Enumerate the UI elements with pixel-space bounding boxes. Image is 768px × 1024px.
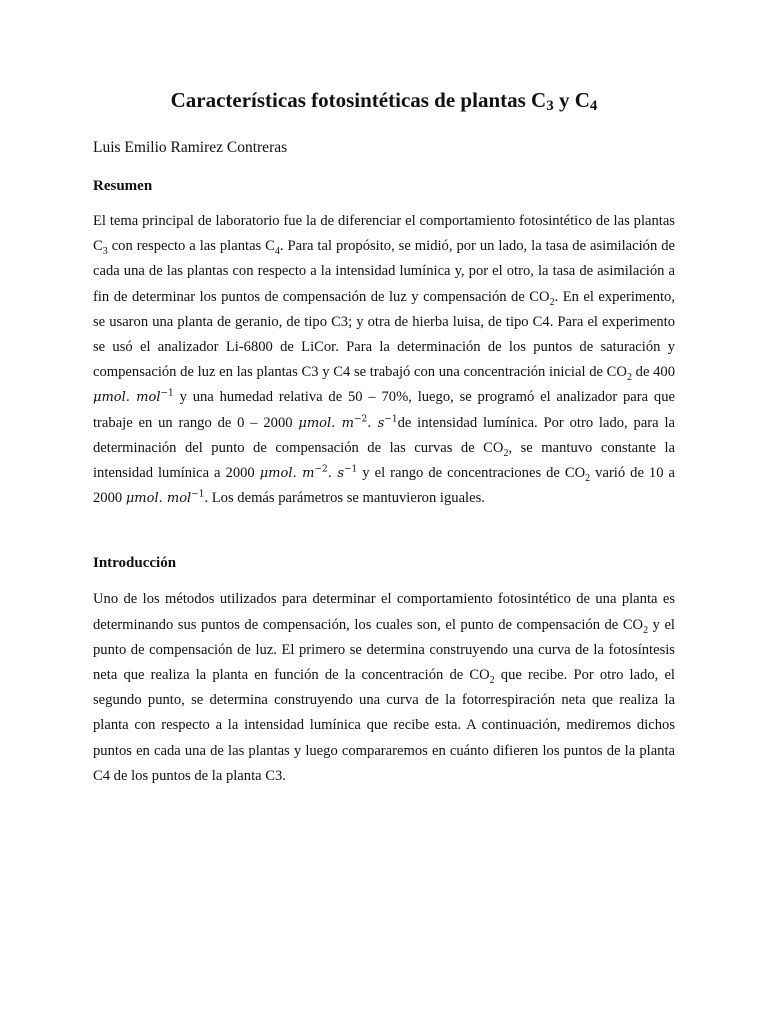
- author-name: Luis Emilio Ramirez Contreras: [93, 139, 288, 156]
- document-page: [93, 84, 675, 789]
- title-text: y C: [553, 88, 590, 112]
- unit-expression: μmol. mol$^{-1}$: [93, 389, 174, 406]
- section-heading-introduccion: Introducción: [93, 555, 177, 572]
- title-text: Características fotosintéticas de plantas C: [170, 88, 547, 112]
- unit-expression: μmol. mol$^{-1}$: [125, 489, 205, 507]
- unit-expression: μmol. $m^{-2}$. $s^{-1}$: [298, 414, 398, 431]
- abstract-paragraph: El tema principal de laboratorio fue la de diferenciar el comportamiento fotosintético de las plantas $C_3$ con respecto a las plantas $C_4$. Para tal propósito, se midió, por un lado, la tasa de asimilación de cada una de las plantas con respecto a la intensidad lumínica y, por el otro, la tasa de asimilación a fin de determinar los puntos de compensación de luz y compensación de $CO_2$. En el experimento, se usaron una planta de geranio, de tipo C3; y otra de hierba luisa, de tipo C4. Para el experimento se usó el analizador Li-6800 de LiCor. Para la determinación de los puntos de saturación y compensación de luz en las plantas C3 y C4 se trabajó con una concentración inicial de $CO_2$ de 400 μmol. mol$^{-1}$ y una humedad relativa de 50 – 70%, luego, se programó el analizador para que trabaje en un rango de 0 – 2000 μmol. $m^{-2}$. $s^{-1}de$ intensidad lumínica. Por otro lado, para la determinación del punto de compensación de las curvas de $CO_2$, se mantuvo constante la intensidad lumínica a 2000 μmol. $m^{-2}$. $s^{-1}$ y el rango de concentraciones de $CO_2$ varió de 10 a 2000 μmol. mol$^{-1}$. Los demás parámetros se mantuvieron iguales.: [93, 213, 676, 507]
- section-heading-resumen: Resumen: [93, 178, 153, 194]
- title-subscript: 4: [589, 98, 598, 114]
- introduction-paragraph: Uno de los métodos utilizados para determinar el comportamiento fotosintético de una planta es determinando sus puntos de compensación, los cuales son, el punto de compensación de $CO_2$ y el punto de compensación de luz. El primero se determina construyendo una curva de la fotosíntesis neta que realiza la planta en función de la concentración de $CO_2$ que recibe. Por otro lado, el segundo punto, se determina construyendo una curva de la fotorrespiración neta que realiza la planta con respecto a la intensidad lumínica que recibe esta. A continuación, mediremos dichos puntos en cada una de las plantas y luego compararemos en cuánto difieren los puntos de la planta C4 de los puntos de la planta C3.: [93, 591, 675, 784]
- unit-expression: μmol. $m^{-2}$. $s^{-1}$: [259, 464, 358, 482]
- title-subscript: 3: [546, 98, 554, 114]
- document-title: [93, 84, 675, 119]
